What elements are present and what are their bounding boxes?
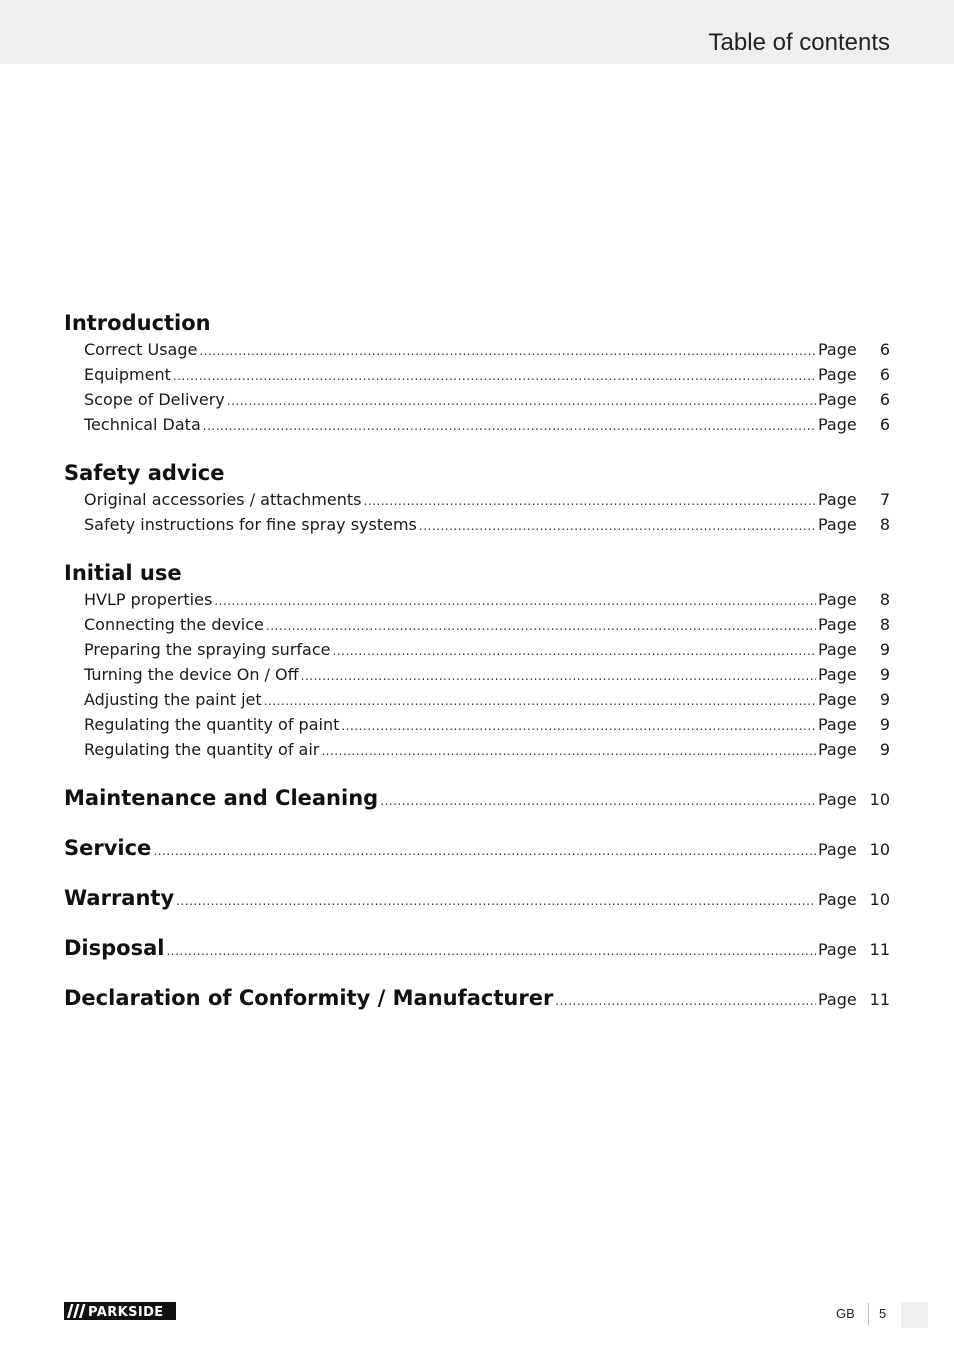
page-number-footer: 5	[879, 1306, 887, 1321]
page-word: Page	[818, 890, 857, 909]
dot-leader	[264, 689, 816, 714]
dot-leader	[153, 839, 816, 864]
dot-leader	[363, 489, 816, 514]
section-heading: Warranty	[64, 886, 175, 910]
entry-label: Safety instructions for fine spray systems	[84, 515, 417, 534]
toc-entry[interactable]	[64, 737, 890, 762]
dot-leader	[380, 789, 816, 814]
entry-label: Scope of Delivery	[84, 390, 225, 409]
toc-section-disposal[interactable]	[64, 934, 890, 984]
dot-leader	[203, 414, 816, 439]
page-word: Page	[818, 615, 857, 634]
entry-label: HVLP properties	[84, 590, 213, 609]
entry-label: Turning the device On / Off	[84, 665, 299, 684]
section-heading: Declaration of Conformity / Manufacturer	[64, 986, 554, 1010]
toc-entry[interactable]	[64, 387, 890, 412]
entry-label: Original accessories / attachments	[84, 490, 362, 509]
page-word: Page	[818, 790, 857, 809]
section-heading: Disposal	[64, 936, 165, 960]
toc-entry[interactable]	[64, 587, 890, 612]
dot-leader	[332, 639, 816, 664]
language-code: GB	[836, 1306, 855, 1321]
page-word: Page	[818, 715, 857, 734]
dot-leader	[173, 364, 816, 389]
dot-leader	[321, 739, 816, 764]
page-word: Page	[818, 590, 857, 609]
toc-entry[interactable]	[64, 712, 890, 737]
entry-label: Adjusting the paint jet	[84, 690, 262, 709]
dot-leader	[266, 614, 816, 639]
page-word: Page	[818, 940, 857, 959]
dot-leader	[555, 989, 816, 1014]
dot-leader	[419, 514, 816, 539]
toc-entry[interactable]	[64, 362, 890, 387]
page-number: 10	[869, 840, 890, 859]
page-number: 6	[879, 415, 890, 434]
page-number: 9	[879, 640, 890, 659]
toc-section-maintenance[interactable]	[64, 784, 890, 834]
section-heading: Service	[64, 836, 152, 860]
toc-entry[interactable]	[64, 662, 890, 687]
dot-leader	[341, 714, 816, 739]
page-word: Page	[818, 340, 857, 359]
page-word: Page	[818, 690, 857, 709]
toc-section-warranty[interactable]	[64, 884, 890, 934]
page-number: 8	[879, 615, 890, 634]
dot-leader	[227, 389, 816, 414]
entry-label: Technical Data	[84, 415, 201, 434]
dot-leader	[301, 664, 816, 689]
page-number: 9	[879, 715, 890, 734]
page-number: 6	[879, 340, 890, 359]
page-word: Page	[818, 740, 857, 759]
page-number: 9	[879, 690, 890, 709]
toc-section-introduction	[64, 309, 890, 437]
page-number: 6	[879, 365, 890, 384]
page-number: 8	[879, 590, 890, 609]
page-number: 11	[869, 990, 890, 1009]
section-heading: Safety advice	[64, 461, 225, 485]
page-number: 6	[879, 390, 890, 409]
page-word: Page	[818, 640, 857, 659]
toc-entry[interactable]	[64, 637, 890, 662]
page-word: Page	[818, 365, 857, 384]
page-number: 9	[879, 665, 890, 684]
toc-section-declaration[interactable]	[64, 984, 890, 1034]
section-heading: Maintenance and Cleaning	[64, 786, 379, 810]
page-number: 10	[869, 790, 890, 809]
page-number: 8	[879, 515, 890, 534]
toc-section-service[interactable]	[64, 834, 890, 884]
footer-divider	[868, 1303, 869, 1325]
page-number: 7	[879, 490, 890, 509]
toc-entry[interactable]	[64, 612, 890, 637]
dot-leader	[214, 589, 816, 614]
page-word: Page	[818, 390, 857, 409]
entry-label: Correct Usage	[84, 340, 198, 359]
section-heading: Introduction	[64, 311, 211, 335]
dot-leader	[176, 889, 816, 914]
page-number: 9	[879, 740, 890, 759]
page-number: 11	[869, 940, 890, 959]
page-word: Page	[818, 515, 857, 534]
entry-label: Equipment	[84, 365, 171, 384]
entry-label: Connecting the device	[84, 615, 264, 634]
toc-section-safety-advice	[64, 459, 890, 537]
dot-leader	[199, 339, 816, 364]
page-number: 10	[869, 890, 890, 909]
toc-entry[interactable]	[64, 337, 890, 362]
footer-tab-marker	[901, 1302, 928, 1328]
toc-section-initial-use	[64, 559, 890, 762]
page-word: Page	[818, 665, 857, 684]
toc-entry[interactable]	[64, 512, 890, 537]
toc-entry[interactable]	[64, 687, 890, 712]
page-word: Page	[818, 840, 857, 859]
table-of-contents	[64, 309, 890, 1034]
toc-entry[interactable]	[64, 487, 890, 512]
entry-label: Preparing the spraying surface	[84, 640, 331, 659]
page-title: Table of contents	[708, 29, 890, 56]
entry-label: Regulating the quantity of air	[84, 740, 320, 759]
page-word: Page	[818, 990, 857, 1009]
toc-entry[interactable]	[64, 412, 890, 437]
parkside-logo	[64, 1302, 176, 1320]
brand-text: PARKSIDE	[88, 1305, 164, 1320]
page-word: Page	[818, 415, 857, 434]
section-heading: Initial use	[64, 561, 182, 585]
dot-leader	[166, 939, 816, 964]
page-word: Page	[818, 490, 857, 509]
entry-label: Regulating the quantity of paint	[84, 715, 340, 734]
